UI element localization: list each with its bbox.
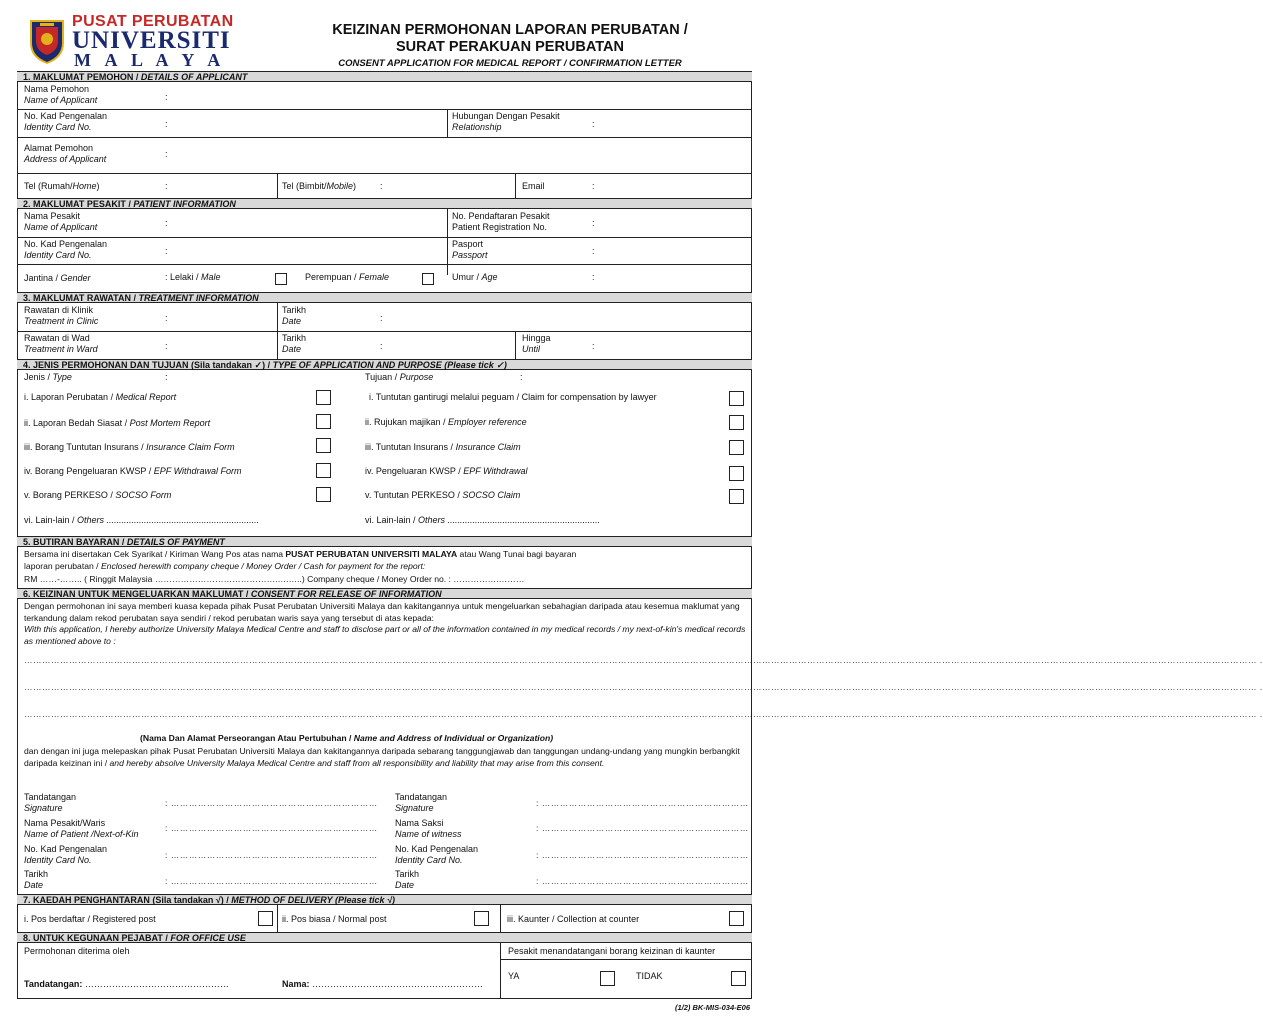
delivery-counter-label: iii. Kaunter / Collection at counter <box>507 914 640 924</box>
form-code: (1/2) BK-MIS-034-E06 <box>674 1003 750 1012</box>
delivery-registered-label: i. Pos berdaftar / Registered post <box>24 914 156 924</box>
female-checkbox[interactable] <box>422 273 434 285</box>
consent-paragraph-en: With this application, I hereby authorize University Malaya Medical Centre and staff to disclose part or all of the information contained in my medical records / my next-of-kin's medical records as mentioned above to : <box>24 624 746 646</box>
patient-reg-field[interactable] <box>600 211 748 235</box>
gender-label: Jantina / Gender <box>24 273 91 283</box>
purpose-employer-label: ii. Rujukan majikan / Employer reference <box>365 417 527 427</box>
purpose-others-label[interactable]: vi. Lain-lain / Others ............................................................. <box>365 515 601 525</box>
type-label: Jenis / Type <box>24 372 72 382</box>
colon: : <box>592 246 595 256</box>
applicant-address-field[interactable] <box>172 139 747 171</box>
patient-signature-label: Tandatangan Signature <box>24 792 77 813</box>
colon: : <box>380 181 383 191</box>
received-by-label: Permohonan diterima oleh <box>24 946 130 956</box>
colon: : <box>592 218 595 228</box>
colon: : <box>592 341 595 351</box>
payment-amount-line[interactable]: RM ……-…….. ( Ringgit Malaysia …………………………………….….…..) Company cheque / Money Order no. : …………….……… <box>24 574 525 584</box>
recipient-line-3[interactable]: …………………………………………………………………………………………………………………………………………………………………………………………………………………………………………………………………………………………………………………………………………………………………………… . <box>24 709 1263 719</box>
consent-paragraph-ms: Dengan permohonan ini saya memberi kuasa kepada pihak Pusat Perubatan Universiti Malaya dan kakitangannya untuk mengeluarkan sebahagian daripada atau kesemua maklumat yang terkandung dalam rekod perubatan saya sendiri / rekod perubatan waris saya yang tersebut di atas kepada: <box>24 601 740 623</box>
purpose-lawyer-checkbox[interactable] <box>729 391 744 406</box>
colon: : <box>592 119 595 129</box>
male-label: : Lelaki / Male <box>165 272 221 282</box>
type-medical-report-label: i. Laporan Perubatan / Medical Report <box>24 392 177 402</box>
logo-line2: UNIVERSITI <box>72 27 231 54</box>
applicant-ic-field[interactable] <box>172 111 442 135</box>
purpose-lawyer-label: i. Tuntutan gantirugi melalui peguam / Claim for compensation by lawyer <box>369 392 657 402</box>
purpose-insurance-checkbox[interactable] <box>729 440 744 455</box>
colon: : <box>592 181 595 191</box>
patient-date-sig-label: Tarikh Date <box>24 869 49 890</box>
form-subtitle: CONSENT APPLICATION FOR MEDICAL REPORT / CONFIRMATION LETTER <box>338 58 682 69</box>
clinic-date-field[interactable] <box>388 305 748 329</box>
type-socso-form-label: v. Borang PERKESO / SOCSO Form <box>24 490 172 500</box>
release-paragraph: dan dengan ini juga melepaskan pihak Pusat Perubatan Universiti Malaya dan kakitangannya daripada sebarang tanggungjawab dan tanggungan undang-undang yang mungkin berbangkit daripada keizinan ini / and hereby absolve University Malaya Medical Centre and staff from all responsibility and liability that may arise from this consent. <box>24 746 740 768</box>
section-7-header: 7. KAEDAH PENGHANTARAN (Sila tandakan √) / METHOD OF DELIVERY (Please tick √) <box>17 894 752 905</box>
witness-name-label: Nama Saksi Name of witness <box>395 818 462 839</box>
colon: : <box>165 218 168 228</box>
colon: : <box>592 272 595 282</box>
email-label: Email <box>522 181 545 191</box>
witness-signature-label: Tandatangan Signature <box>395 792 448 813</box>
colon: : <box>380 313 383 323</box>
patient-name-field[interactable] <box>172 211 442 235</box>
section-1-header: 1. MAKLUMAT PEMOHON / DETAILS OF APPLICANT <box>17 71 752 82</box>
section-2-header: 2. MAKLUMAT PESAKIT / PATIENT INFORMATION <box>17 198 752 209</box>
patient-reg-label: No. Pendaftaran Pesakit Patient Registration No. <box>452 211 550 232</box>
logo-line1: PUSAT PERUBATAN <box>72 13 234 30</box>
witness-ic-label: No. Kad Pengenalan Identity Card No. <box>395 844 479 865</box>
yes-label: YA <box>508 971 520 981</box>
delivery-registered-checkbox[interactable] <box>258 911 273 926</box>
logo-line3: M A L A Y A <box>74 50 226 70</box>
tel-mobile-field[interactable] <box>388 176 508 196</box>
colon: : <box>165 149 168 159</box>
section-8-header: 8. UNTUK KEGUNAAN PEJABAT / FOR OFFICE USE <box>17 932 752 943</box>
age-label: Umur / Age <box>452 272 498 282</box>
delivery-normal-checkbox[interactable] <box>474 911 489 926</box>
colon: : <box>165 372 168 382</box>
witness-date-field[interactable]: : …………………………………………………………… <box>536 876 749 886</box>
delivery-normal-label: ii. Pos biasa / Normal post <box>282 914 387 924</box>
passport-label: Pasport Passport <box>452 239 488 260</box>
tel-mobile-label: Tel (Bimbit/Mobile) <box>282 181 357 191</box>
form-title-line1: KEIZINAN PERMOHONAN LAPORAN PERUBATAN / <box>332 22 688 38</box>
until-label: Hingga Until <box>522 333 551 354</box>
recipient-line-1[interactable]: …………………………………………………………………………………………………………………………………………………………………………………………………………………………………………………………………………………………………………………………………………………………………………… . <box>24 655 1263 665</box>
form-title-line2: SURAT PERAKUAN PERUBATAN <box>396 39 624 55</box>
crest-icon <box>28 17 66 65</box>
applicant-name-field[interactable] <box>172 84 747 108</box>
purpose-epf-label: iv. Pengeluaran KWSP / EPF Withdrawal <box>365 466 528 476</box>
colon: : <box>165 341 168 351</box>
section-5-header: 5. BUTIRAN BAYARAN / DETAILS OF PAYMENT <box>17 536 752 547</box>
tel-home-label: Tel (Rumah/Home) <box>24 181 100 191</box>
witness-signature-field[interactable]: : …………………………………………………………… <box>536 798 749 808</box>
no-checkbox[interactable] <box>731 971 746 986</box>
patient-signature-field[interactable]: : …………………………………………………………… <box>165 798 378 808</box>
colon: : <box>165 92 168 102</box>
no-label: TIDAK <box>636 971 663 981</box>
type-post-mortem-checkbox[interactable] <box>316 414 331 429</box>
witness-date-label: Tarikh Date <box>395 869 420 890</box>
clinic-date-label: Tarikh Date <box>282 305 307 326</box>
purpose-label: Tujuan / Purpose <box>365 372 434 382</box>
colon: : <box>165 119 168 129</box>
colon: : <box>165 181 168 191</box>
until-field[interactable] <box>600 333 748 357</box>
patient-name-sig-label: Nama Pesakit/Waris Name of Patient /Next-of-Kin <box>24 818 139 839</box>
type-socso-form-checkbox[interactable] <box>316 487 331 502</box>
recipient-line-2[interactable]: …………………………………………………………………………………………………………………………………………………………………………………………………………………………………………………………………………………………………………………………………………………………………………… . <box>24 682 1263 692</box>
purpose-socso-checkbox[interactable] <box>729 489 744 504</box>
purpose-epf-checkbox[interactable] <box>729 466 744 481</box>
payment-line1: Bersama ini disertakan Cek Syarikat / Kiriman Wang Pos atas nama PUSAT PERUBATAN UNIVERSITI MALAYA atau Wang Tunai bagi bayaran <box>24 549 577 559</box>
delivery-counter-checkbox[interactable] <box>729 911 744 926</box>
patient-ic-field[interactable] <box>172 239 442 263</box>
section-3-header: 3. MAKLUMAT RAWATAN / TREATMENT INFORMATION <box>17 292 752 303</box>
signed-at-counter-label: Pesakit menandatangani borang keizinan di kaunter <box>508 946 716 956</box>
type-post-mortem-label: ii. Laporan Bedah Siasat / Post Mortem Report <box>24 418 211 428</box>
ward-date-label: Tarikh Date <box>282 333 307 354</box>
patient-ic-sig-field[interactable]: : …………………………………………………………… <box>165 850 378 860</box>
colon: : <box>165 313 168 323</box>
patient-date-sig-field[interactable]: : …………………………………………………………… <box>165 876 378 886</box>
colon: : <box>380 341 383 351</box>
patient-name-label: Nama Pesakit Name of Applicant <box>24 211 98 232</box>
clinic-treatment-field[interactable] <box>172 305 272 329</box>
female-label: Perempuan / Female <box>305 272 390 282</box>
email-field[interactable] <box>600 176 748 196</box>
applicant-address-label: Alamat Pemohon Address of Applicant <box>24 143 107 164</box>
yes-checkbox[interactable] <box>600 971 615 986</box>
section-4-header: 4. JENIS PERMOHONAN DAN TUJUAN (Sila tandakan ✓) / TYPE OF APPLICATION AND PURPOSE (Please tick ✓) <box>17 359 752 370</box>
tel-home-field[interactable] <box>172 176 272 196</box>
applicant-ic-label: No. Kad Pengenalan Identity Card No. <box>24 111 108 132</box>
office-name[interactable]: Nama: ………………………………………………… <box>282 979 484 989</box>
ward-date-field[interactable] <box>388 333 508 357</box>
type-epf-form-label: iv. Borang Pengeluaran KWSP / EPF Withdrawal Form <box>24 466 242 476</box>
logo <box>28 14 253 70</box>
office-signature[interactable]: Tandatangan: ………………………………………… <box>24 979 229 989</box>
colon: : <box>165 246 168 256</box>
type-epf-form-checkbox[interactable] <box>316 463 331 478</box>
clinic-treatment-label: Rawatan di Klinik Treatment in Clinic <box>24 305 99 326</box>
recipient-caption: (Nama Dan Alamat Perseorangan Atau Pertubuhan / Name and Address of Individual or Organization) <box>140 733 554 743</box>
patient-name-sig-field[interactable]: : …………………………………………………………… <box>165 823 378 833</box>
passport-field[interactable] <box>600 239 748 263</box>
type-insurance-form-label: iii. Borang Tuntutan Insurans / Insurance Claim Form <box>24 442 235 452</box>
colon: : <box>520 372 523 382</box>
ward-treatment-label: Rawatan di Wad Treatment in Ward <box>24 333 98 354</box>
patient-ic-sig-label: No. Kad Pengenalan Identity Card No. <box>24 844 108 865</box>
purpose-insurance-label: iii. Tuntutan Insurans / Insurance Claim <box>365 442 521 452</box>
ward-treatment-field[interactable] <box>172 333 272 357</box>
type-medical-report-checkbox[interactable] <box>316 390 331 405</box>
type-others-label[interactable]: vi. Lain-lain / Others ............................................................. <box>24 515 260 525</box>
witness-name-field[interactable]: : …………………………………………………………… <box>536 823 749 833</box>
type-insurance-form-checkbox[interactable] <box>316 438 331 453</box>
witness-ic-field[interactable]: : …………………………………………………………… <box>536 850 749 860</box>
male-checkbox[interactable] <box>275 273 287 285</box>
payment-line2: laporan perubatan / Enclosed herewith company cheque / Money Order / Cash for payment for the report: <box>24 561 426 571</box>
relationship-label: Hubungan Dengan Pesakit Relationship <box>452 111 560 132</box>
relationship-field[interactable] <box>600 111 748 135</box>
age-field[interactable] <box>600 268 748 288</box>
purpose-employer-checkbox[interactable] <box>729 415 744 430</box>
section-6-header: 6. KEIZINAN UNTUK MENGELUARKAN MAKLUMAT / CONSENT FOR RELEASE OF INFORMATION <box>17 588 752 599</box>
patient-ic-label: No. Kad Pengenalan Identity Card No. <box>24 239 108 260</box>
applicant-name-label: Nama Pemohon Name of Applicant <box>24 84 98 105</box>
purpose-socso-label: v. Tuntutan PERKESO / SOCSO Claim <box>365 490 521 500</box>
